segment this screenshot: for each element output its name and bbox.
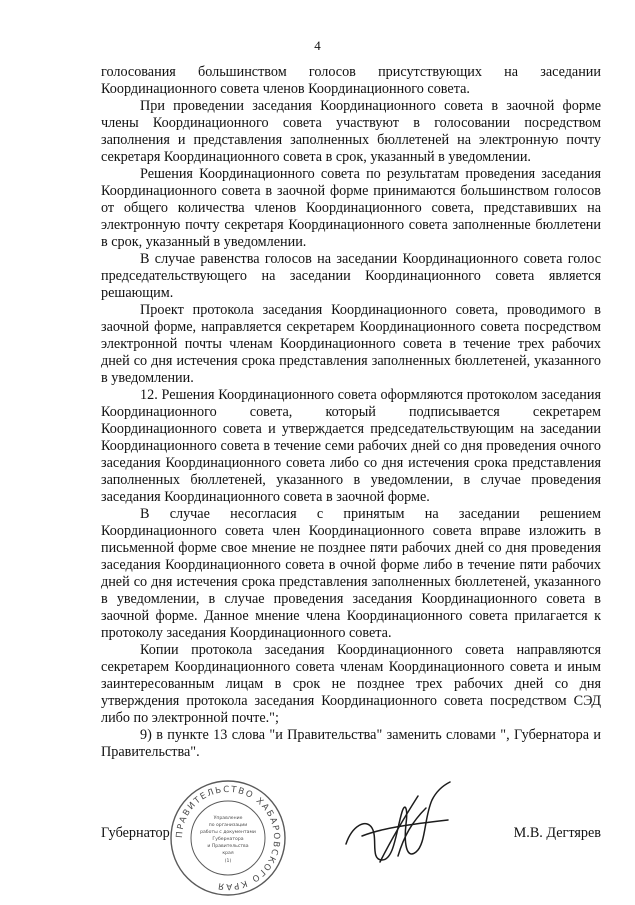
signatory-name: М.В. Дегтярев (513, 825, 601, 841)
paragraph: В случае несогласия с принятым на заседании решением Координационного совета член Координационного совета вправе изложить в письменной форме свое мнение не позднее пяти рабочих дней со дня проведения заседания Координационного совета в очной форме либо в течение пяти рабочих дней со дня истечения срока представления заполненных бюллетеней, указанного в уведомлении, в случае проведения заседания Координационного совета в заочной форме. Данное мнение члена Координационного совета прилагается к протоколу заседания Координационного совета. (101, 506, 601, 641)
page-number: 4 (314, 38, 321, 53)
paragraph: голосования большинством голосов присутствующих на заседании Координационного совета членов Координационного совета. (101, 64, 601, 97)
stamp-inner-line: Управление (213, 816, 243, 821)
paragraph: В случае равенства голосов на заседании Координационного совета голос председательствующего на заседании Координационного совета является решающим. (101, 251, 601, 301)
stamp-inner-line: работы с документами (200, 830, 256, 835)
paragraph: 9) в пункте 13 слова "и Правительства" заменить словами ", Губернатора и Правительства". (101, 727, 601, 760)
paragraph: 12. Решения Координационного совета оформляются протоколом заседания Координационного совета, который подписывается секретарем Координационного совета и утверждается председательствующим на заседании Координационного совета в течение семи рабочих дней со дня проведения очного заседания Координационного совета либо со дня истечения срока представления заполненных бюллетеней, указанного в уведомлении, в случае проведения заседания Координационного совета в заочной форме. (101, 387, 601, 505)
paragraph: При проведении заседания Координационного совета в заочной форме члены Координационного совета участвуют в голосовании посредством заполнения и представления заполненных бюллетеней на электронную почту секретаря Координационного совета в срок, указанный в уведомлении. (101, 98, 601, 165)
stamp-ring-text: ПРАВИТЕЛЬСТВО ХАБАРОВСКОГО КРАЯ (174, 784, 282, 892)
paragraph: Проект протокола заседания Координационного совета, проводимого в заочной форме, направляется секретарем Координационного совета посредством электронной почты членам Координационного совета в течение трех рабочих дней со дня истечения срока представления заполненных бюллетеней, указанного в уведомлении. (101, 302, 601, 386)
paragraph: Решения Координационного совета по результатам проведения заседания Координационного совета в заочной форме принимаются большинством голосов от общего количества членов Координационного совета, представивших на электронную почту секретаря Координационного совета заполненные бюллетени в срок, указанный в уведомлении. (101, 166, 601, 250)
stamp-inner-line: и Правительства (207, 844, 249, 849)
stamp-inner-line: края (222, 851, 234, 856)
handwritten-signature (342, 778, 457, 873)
stamp-inner-line: (1) (224, 859, 232, 864)
stamp-inner-line: по организации (208, 823, 248, 828)
stamp-inner-line: Губернатора (212, 837, 244, 842)
paragraph: Копии протокола заседания Координационного совета направляются секретарем Координационного совета членам Координационного совета и иным заинтересованным лицам в срок не позднее трех рабочих дней со дня утверждения протокола заседания Координационного совета посредством СЭД либо по электронной почте."; (101, 642, 601, 726)
document-body (101, 64, 601, 761)
official-stamp (168, 778, 288, 898)
signatory-title: Губернатор (101, 825, 170, 841)
